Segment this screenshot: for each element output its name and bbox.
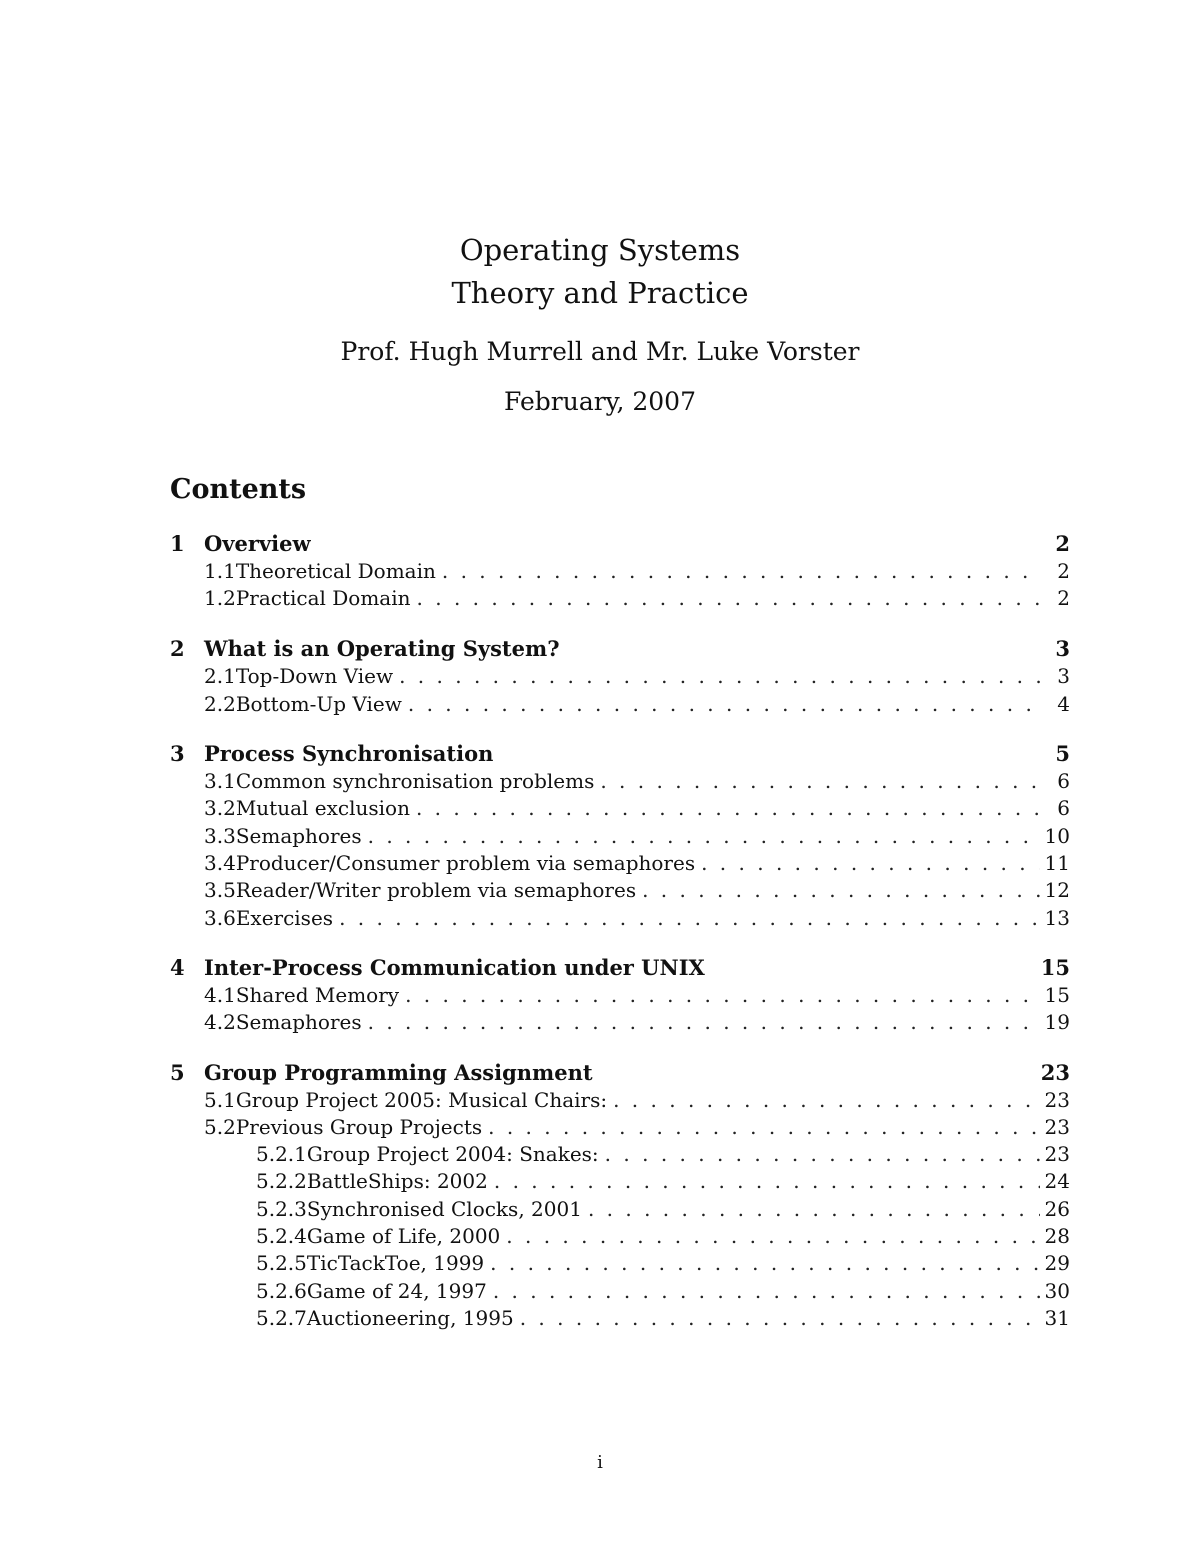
toc-page: 3 bbox=[1055, 636, 1070, 661]
toc-page: 28 bbox=[1044, 1224, 1070, 1248]
toc-number: 2.2 bbox=[204, 692, 236, 716]
toc-leader-dots bbox=[695, 851, 1040, 875]
toc-page: 23 bbox=[1044, 1142, 1070, 1166]
toc-number: 5.2.4 bbox=[256, 1224, 307, 1248]
toc-section-3-3[interactable] bbox=[170, 824, 1070, 848]
toc-section-2-2[interactable] bbox=[170, 692, 1070, 716]
toc-number: 4 bbox=[170, 955, 185, 980]
toc-number: 1 bbox=[170, 531, 185, 556]
toc-section-3-4[interactable] bbox=[170, 851, 1070, 875]
toc-subsection-5-2-5[interactable] bbox=[170, 1251, 1070, 1275]
contents-heading: Contents bbox=[170, 474, 307, 505]
toc-section-5-2[interactable] bbox=[170, 1115, 1070, 1139]
document-title-line-1: Operating Systems bbox=[459, 233, 741, 267]
toc-leader-dots bbox=[484, 1251, 1040, 1275]
toc-number: 3.4 bbox=[204, 851, 236, 875]
toc-page: 13 bbox=[1044, 906, 1070, 930]
toc-number: 3.1 bbox=[204, 769, 236, 793]
toc-title: Exercises bbox=[235, 906, 334, 930]
toc-number: 4.2 bbox=[204, 1010, 236, 1034]
toc-title: Theoretical Domain bbox=[235, 559, 436, 583]
toc-title: Semaphores bbox=[235, 824, 362, 848]
toc-number: 5.1 bbox=[204, 1088, 236, 1112]
toc-page: 15 bbox=[1044, 983, 1070, 1007]
toc-title: Inter-Process Communication under UNIX bbox=[204, 955, 705, 980]
toc-number: 5.2.2 bbox=[256, 1169, 307, 1193]
toc-leader-dots bbox=[482, 1115, 1040, 1139]
toc-title: Group Project 2005: Musical Chairs: bbox=[235, 1088, 608, 1112]
toc-chapter-4[interactable] bbox=[170, 955, 1070, 979]
toc-leader-dots bbox=[487, 1279, 1040, 1303]
toc-leader-dots bbox=[594, 769, 1040, 793]
toc-leader-dots bbox=[393, 664, 1040, 688]
toc-page: 3 bbox=[1057, 664, 1070, 688]
toc-page: 31 bbox=[1044, 1306, 1070, 1330]
toc-section-3-6[interactable] bbox=[170, 906, 1070, 930]
toc-title: Group Project 2004: Snakes: bbox=[306, 1142, 599, 1166]
toc-title: What is an Operating System? bbox=[204, 636, 560, 661]
toc-title: Game of Life, 2000 bbox=[306, 1224, 501, 1248]
toc-page: 5 bbox=[1055, 741, 1070, 766]
toc-subsection-5-2-3[interactable] bbox=[170, 1197, 1070, 1221]
toc-section-1-2[interactable] bbox=[170, 586, 1070, 610]
toc-section-5-1[interactable] bbox=[170, 1088, 1070, 1112]
toc-chapter-2[interactable] bbox=[170, 636, 1070, 660]
toc-number: 2.1 bbox=[204, 664, 236, 688]
toc-page: 6 bbox=[1057, 796, 1070, 820]
toc-page: 6 bbox=[1057, 769, 1070, 793]
toc-subsection-5-2-4[interactable] bbox=[170, 1224, 1070, 1248]
toc-title: Previous Group Projects bbox=[235, 1115, 483, 1139]
toc-number: 5.2.6 bbox=[256, 1279, 307, 1303]
toc-number: 3.6 bbox=[204, 906, 236, 930]
toc-section-4-1[interactable] bbox=[170, 983, 1070, 1007]
toc-page: 23 bbox=[1044, 1115, 1070, 1139]
toc-title: Process Synchronisation bbox=[204, 741, 494, 766]
toc-title: Overview bbox=[204, 531, 311, 556]
toc-number: 5.2 bbox=[204, 1115, 236, 1139]
toc-title: Group Programming Assignment bbox=[204, 1060, 593, 1085]
toc-title: Reader/Writer problem via semaphores bbox=[235, 878, 637, 902]
toc-title: Game of 24, 1997 bbox=[306, 1279, 487, 1303]
toc-title: Top-Down View bbox=[235, 664, 394, 688]
toc-section-3-1[interactable] bbox=[170, 769, 1070, 793]
toc-section-4-2[interactable] bbox=[170, 1010, 1070, 1034]
toc-number: 3 bbox=[170, 741, 185, 766]
toc-subsection-5-2-1[interactable] bbox=[170, 1142, 1070, 1166]
toc-title: Auctioneering, 1995 bbox=[306, 1306, 514, 1330]
toc-page: 19 bbox=[1044, 1010, 1070, 1034]
toc-leader-dots bbox=[607, 1088, 1040, 1112]
toc-page: 30 bbox=[1044, 1279, 1070, 1303]
toc-subsection-5-2-6[interactable] bbox=[170, 1279, 1070, 1303]
toc-title: BattleShips: 2002 bbox=[306, 1169, 488, 1193]
toc-page: 23 bbox=[1040, 1060, 1070, 1085]
toc-page: 4 bbox=[1057, 692, 1070, 716]
toc-leader-dots bbox=[362, 824, 1040, 848]
document-authors: Prof. Hugh Murrell and Mr. Luke Vorster bbox=[340, 337, 860, 366]
toc-leader-dots bbox=[582, 1197, 1040, 1221]
document-title-line-2: Theory and Practice bbox=[451, 276, 749, 310]
toc-number: 3.5 bbox=[204, 878, 236, 902]
toc-number: 5.2.1 bbox=[256, 1142, 307, 1166]
toc-leader-dots bbox=[514, 1306, 1040, 1330]
toc-page: 29 bbox=[1044, 1251, 1070, 1275]
toc-leader-dots bbox=[362, 1010, 1040, 1034]
toc-page: 23 bbox=[1044, 1088, 1070, 1112]
toc-leader-dots bbox=[399, 983, 1040, 1007]
toc-number: 1.2 bbox=[204, 586, 236, 610]
toc-title: Synchronised Clocks, 2001 bbox=[306, 1197, 582, 1221]
toc-number: 4.1 bbox=[204, 983, 236, 1007]
toc-page: 15 bbox=[1040, 955, 1070, 980]
toc-leader-dots bbox=[599, 1142, 1040, 1166]
toc-page: 10 bbox=[1044, 824, 1070, 848]
toc-title: Practical Domain bbox=[235, 586, 411, 610]
toc-leader-dots bbox=[402, 692, 1040, 716]
toc-number: 5.2.3 bbox=[256, 1197, 307, 1221]
toc-title: TicTackToe, 1999 bbox=[306, 1251, 485, 1275]
toc-title: Mutual exclusion bbox=[235, 796, 410, 820]
toc-subsection-5-2-7[interactable] bbox=[170, 1306, 1070, 1330]
toc-page: 12 bbox=[1044, 878, 1070, 902]
toc-number: 5.2.7 bbox=[256, 1306, 307, 1330]
toc-title: Producer/Consumer problem via semaphores bbox=[235, 851, 696, 875]
toc-number: 2 bbox=[170, 636, 185, 661]
toc-subsection-5-2-2[interactable] bbox=[170, 1169, 1070, 1193]
toc-leader-dots bbox=[411, 586, 1040, 610]
document-date: February, 2007 bbox=[503, 387, 696, 416]
toc-leader-dots bbox=[488, 1169, 1040, 1193]
toc-page: 11 bbox=[1044, 851, 1070, 875]
toc-leader-dots bbox=[636, 878, 1040, 902]
toc-title: Common synchronisation problems bbox=[235, 769, 595, 793]
toc-chapter-1[interactable] bbox=[170, 531, 1070, 555]
toc-leader-dots bbox=[436, 559, 1040, 583]
toc-number: 5 bbox=[170, 1060, 185, 1085]
toc-number: 3.2 bbox=[204, 796, 236, 820]
toc-title: Semaphores bbox=[235, 1010, 362, 1034]
toc-number: 1.1 bbox=[204, 559, 236, 583]
toc-page: 2 bbox=[1057, 586, 1070, 610]
toc-page: 2 bbox=[1057, 559, 1070, 583]
toc-title: Bottom-Up View bbox=[235, 692, 402, 716]
toc-leader-dots bbox=[500, 1224, 1040, 1248]
toc-chapter-5[interactable] bbox=[170, 1060, 1070, 1084]
toc-section-2-1[interactable] bbox=[170, 664, 1070, 688]
toc-section-1-1[interactable] bbox=[170, 559, 1070, 583]
toc-section-3-2[interactable] bbox=[170, 796, 1070, 820]
toc-number: 3.3 bbox=[204, 824, 236, 848]
toc-page: 2 bbox=[1055, 531, 1070, 556]
page-number: i bbox=[597, 1452, 603, 1473]
toc-title: Shared Memory bbox=[235, 983, 400, 1007]
toc-chapter-3[interactable] bbox=[170, 741, 1070, 765]
toc-section-3-5[interactable] bbox=[170, 878, 1070, 902]
toc-page: 26 bbox=[1044, 1197, 1070, 1221]
toc-number: 5.2.5 bbox=[256, 1251, 307, 1275]
toc-leader-dots bbox=[333, 906, 1040, 930]
toc-page: 24 bbox=[1044, 1169, 1070, 1193]
toc-leader-dots bbox=[410, 796, 1040, 820]
